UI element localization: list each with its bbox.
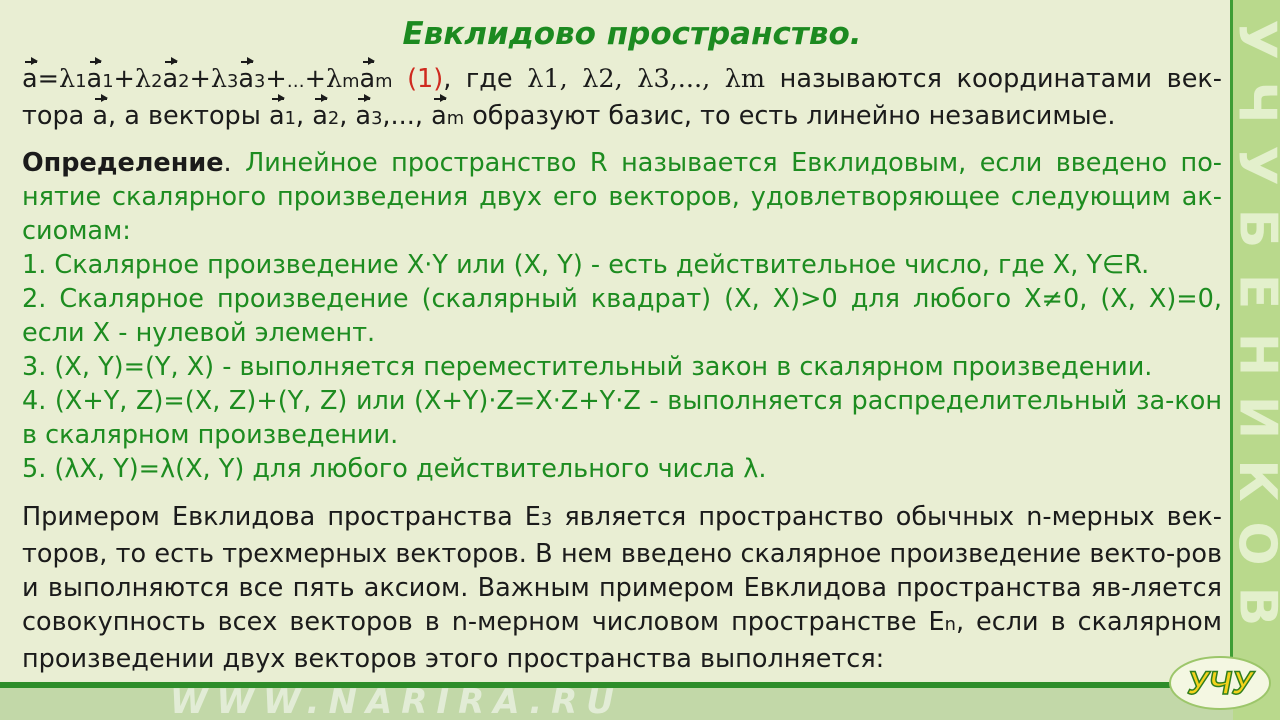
slide-content xyxy=(22,12,1222,676)
side-letter: К xyxy=(1226,459,1287,502)
side-strip xyxy=(1226,0,1287,720)
example-text-2: является пространство обычных n-мерных век-торов, то есть трехмерных векторов. В нем введено скалярное произведение векто-ров и выполняются все пять аксиом. Важным примером Евклидова пространства яв-ляется совокупность всех векторов в n-мерном числовом пространстве E xyxy=(22,502,1222,637)
plus-sign: + xyxy=(304,64,326,94)
example-text-1: Примером Евклидова пространства E xyxy=(22,502,541,532)
intro-paragraph: a=λ1a1+λ2a2+λ3a3+…+λmam (1), где λ1, λ2, λ3,..., λm называются координатами век-тора a, а векторы a1, a2, a3,..., am образуют базис, то есть линейно независимые. xyxy=(22,64,1222,131)
intro-text-1: , где xyxy=(443,64,513,94)
lambda-symbol: λ xyxy=(210,64,227,94)
side-letter: Ч xyxy=(1227,81,1287,124)
subscript: 3 xyxy=(371,108,383,129)
intro-text-2: называются координатами век-тора xyxy=(22,64,1222,131)
side-letter: И xyxy=(1227,395,1287,440)
vector-a1: a xyxy=(268,101,285,131)
example-paragraph xyxy=(22,500,1222,676)
subscript: 1 xyxy=(284,108,296,129)
subscript: m xyxy=(446,108,465,129)
subscript: 3 xyxy=(254,71,266,92)
lambda-symbol: λ xyxy=(325,64,343,94)
subscript: 3 xyxy=(227,71,239,92)
axiom-item: 1. Скалярное произведение X·Y или (X, Y) - есть действительное число, где X, Y∈R. xyxy=(22,250,1150,280)
definition-paragraph xyxy=(22,146,1222,248)
subscript: 2 xyxy=(327,108,340,129)
axiom-item: 4. (X+Y, Z)=(X, Z)+(Y, Z) или (X+Y)·Z=X·Z+Y·Z - выполняется распределительный за-кон в скалярном произведении. xyxy=(22,386,1222,450)
subscript: 3 xyxy=(540,509,553,530)
subscript: 1 xyxy=(75,71,87,92)
subscript: 1 xyxy=(102,71,114,92)
subscript: 2 xyxy=(178,71,190,92)
side-letter: У xyxy=(1227,19,1287,60)
axiom-item: 2. Скалярное произведение (скалярный квадрат) (X, X)>0 для любого X≠0, (X, X)=0, если X - нулевой элемент. xyxy=(22,284,1222,348)
vector-a1: a xyxy=(86,64,103,94)
subscript: m xyxy=(375,71,393,92)
intro-text-3: , а векторы xyxy=(108,101,261,131)
side-letter: У xyxy=(1227,145,1287,186)
side-letters xyxy=(1226,8,1287,638)
ellipsis: … xyxy=(286,71,305,92)
intro-text-4: образуют базис, то есть линейно независимые. xyxy=(472,101,1116,131)
definition-text: Линейное пространство R называется Евклидовым, если введено по-нятие скалярного произведения двух его векторов, удовлетворяющее следующим ак-сиомам: xyxy=(22,148,1222,246)
subscript: 2 xyxy=(151,71,163,92)
plus-sign: + xyxy=(113,64,135,94)
page-title: Евклидово пространство. xyxy=(402,16,862,52)
watermark-text: WWW.NARIRA.RU xyxy=(170,682,623,722)
plus-sign: + xyxy=(265,64,287,94)
subscript: n xyxy=(944,614,956,635)
side-letter: Е xyxy=(1227,273,1287,310)
lambda-symbol: λ xyxy=(59,64,76,94)
side-letter: О xyxy=(1227,521,1287,566)
axiom-list xyxy=(22,248,1222,486)
lambda-list: λ1, λ2, λ3,..., λm xyxy=(527,64,766,94)
side-letter: Б xyxy=(1226,208,1287,249)
vector-a2: a xyxy=(312,101,328,131)
axiom-item: 3. (X, Y)=(Y, X) - выполняется переместительный закон в скалярном произведении. xyxy=(22,352,1153,382)
lambda-symbol: λ xyxy=(134,64,152,94)
formula-equals: = xyxy=(37,64,60,94)
vector-a: a xyxy=(22,64,38,94)
side-letter: Н xyxy=(1227,332,1287,377)
definition-term: Определение xyxy=(22,148,224,178)
vector-a: a xyxy=(92,101,109,131)
subscript: m xyxy=(342,71,360,92)
vector-a3: a xyxy=(238,64,254,94)
example-text-3: , если в скалярном произведении двух векторов этого пространства выполняется: xyxy=(22,607,1222,674)
logo-text: УЧУ xyxy=(1187,665,1253,701)
vector-a2: a xyxy=(162,64,179,94)
definition-period: . xyxy=(223,148,232,178)
equation-number: (1) xyxy=(407,64,444,94)
side-letter: В xyxy=(1226,586,1287,627)
vector-am: a xyxy=(359,64,376,94)
vector-a3: a xyxy=(355,101,372,131)
axiom-item: 5. (λX, Y)=λ(X, Y) для любого действительного числа λ. xyxy=(22,454,767,484)
vector-am: a xyxy=(431,101,447,131)
plus-sign: + xyxy=(189,64,211,94)
